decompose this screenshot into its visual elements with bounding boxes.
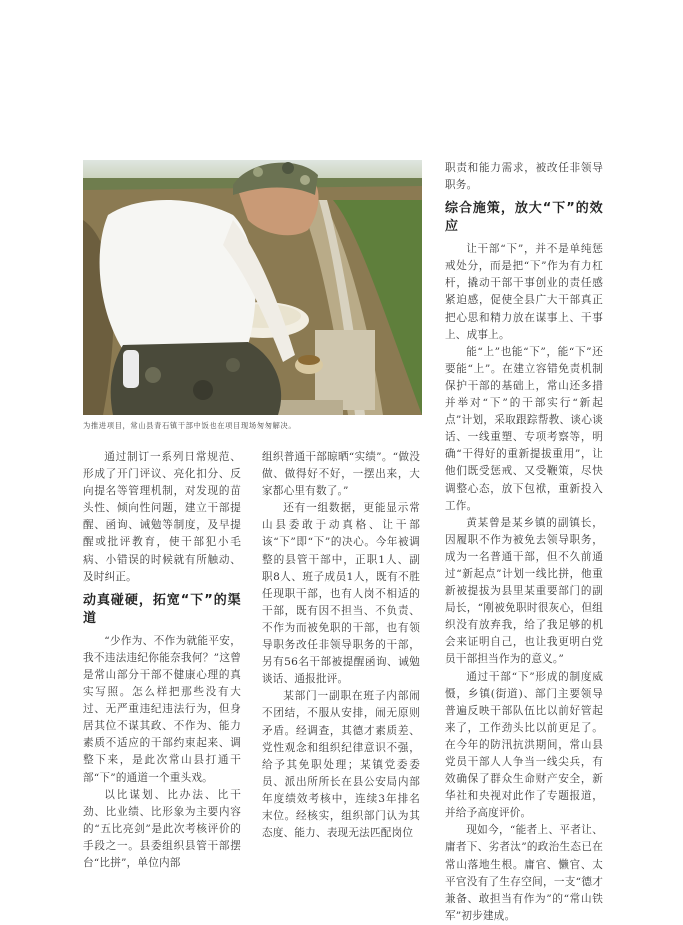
paragraph: 以比谋划、比办法、比干劲、比业绩、比形象为主要内容的“五比亮剑”是此次考核评价的手段之一。县委组织县管干部摆台“比拼”，单位内部 xyxy=(83,788,241,869)
paragraph: “少作为、不作为就能平安，我不违法违纪你能奈我何？”这曾是常山部分干部不健康心理的真实写照。怎么样把那些没有大过、无严重违纪违法行为，但身居其位不谋其政、不作为、能力素质不适应的干部约束起来、调整下来，是此次常山县打通干部“下”的通道一个重头戏。 xyxy=(83,634,241,784)
paragraph: 某部门一副职在班子内部闹不团结，不服从安排，闹无原则矛盾。经调查，其德才素质差、党性观念和组织纪律意识不强，给予其免职处理；某镇党委委员、派出所所长在县公安局内部年度绩效考核中，连续3年排名末位。经核实，组织部门认为其态度、能力、表现无法匹配岗位 xyxy=(262,690,420,840)
paragraph: 黄某曾是某乡镇的副镇长，因履职不作为被免去领导职务，成为一名普通干部，但不久前通过“新起点”计划一线比拼，他重新被提拔为县里某重要部门的副局长，“刚被免职时很灰心，但组织没有放弃我，给了我足够的机会来证明自己，也让我更明白党员干部担当作为的意义。” xyxy=(445,516,603,666)
paragraph: 还有一组数据，更能显示常山县委敢于动真格、让干部该“下”即“下”的决心。今年被调整的县管干部中，正职1人、副职8人、班子成员1人，既有不胜任现职干部，也有人岗不相适的干部，既有因不担当、不负责、不作为而被免职的干部，也有领导职务改任非领导职务的干部，另有56名干部被提醒函询、诫勉谈话、通报批评。 xyxy=(262,502,420,686)
paragraph: 组织普通干部晾晒“实绩”。“做没做、做得好不好，一摆出来，大家都心里有数了。” xyxy=(262,451,420,498)
photo-caption: 为推进项目，常山县青石镇干部中饭也在项目现场匆匆解决。 xyxy=(83,421,297,430)
article-column-3 xyxy=(445,160,603,925)
article-photo xyxy=(83,160,422,415)
section-heading: 动真碰硬，拓宽“下”的渠道 xyxy=(83,592,241,626)
paragraph: 职责和能力需求，被改任非领导职务。 xyxy=(445,162,603,192)
paragraph: 现如今，“能者上、平者让、庸者下、劣者汰”的政治生态已在常山落地生根。庸官、懒官、太平官没有了生存空间，一支“德才兼备、敢担当有作为”的“常山铁军”初步建成。 xyxy=(445,824,603,922)
article-column-2 xyxy=(262,449,420,842)
paragraph: 让干部“下”，并不是单纯惩戒处分，而是把“下”作为有力杠杆，撬动干部干事创业的责任感紧迫感，促使全县广大干部真正把心思和精力放在谋事上、干事上、成事上。 xyxy=(445,243,603,341)
section-heading: 综合施策，放大“下”的效应 xyxy=(445,201,603,235)
paragraph: 通过制订一系列日常规范、形成了开门评议、亮化扣分、反向提名等管理机制，对发现的苗头性、倾向性问题，建立干部提醒、函询、诫勉等制度，及早提醒或批评教育，使干部犯小毛病、小错误的时候就有所触动、及时纠正。 xyxy=(83,451,241,583)
article-column-1 xyxy=(83,449,241,872)
paragraph: 能“上”也能“下”，能“下”还要能“上”。在建立容错免责机制保护干部的基础上，常山还多措并举对“下”的干部实行“新起点”计划，采取跟踪帮教、谈心谈话、一线重塑、专项考察等，明确“干得好的重新提拔重用”，让他们既受惩戒、又受鞭策，尽快调整心态，放下包袱，重新投入工作。 xyxy=(445,345,603,512)
paragraph: 通过干部“下”形成的制度威慑，乡镇(街道)、部门主要领导普遍反映干部队伍比以前好管起来了，工作劲头比以前更足了。在今年的防汛抗洪期间，常山县党员干部人人争当一线尖兵，有效确保了群众生命财产安全，新华社和央视对此作了专题报道，并给予高度评价。 xyxy=(445,670,603,820)
field-lunch-photo xyxy=(83,160,422,415)
